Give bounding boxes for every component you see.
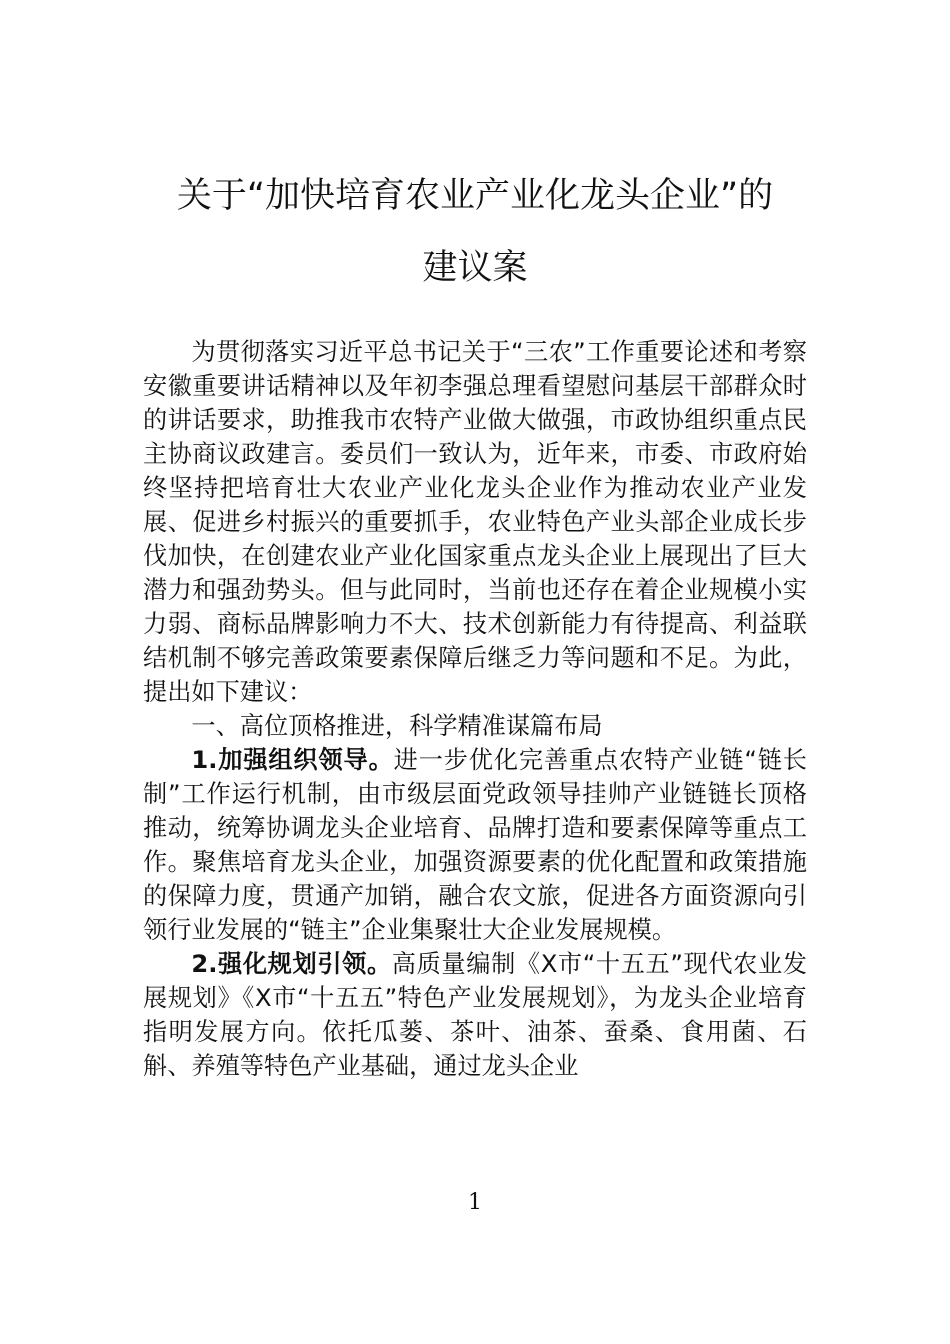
item-1-text: 进一步优化完善重点农特产业链“链长制”工作运行机制，由市级层面党政领导挂帅产业链链长顶格推动，统筹协调龙头企业培育、品牌打造和要素保障等重点工作。聚焦培育龙头企业，加强资源要素的优化配置和政策措施的保障力度，贯通产加销，融合农文旅，促进各方面资源向引领行业发展的“链主”企业集聚壮大企业发展规模。 (143, 746, 807, 944)
section-1-heading: 一、高位顶格推进，科学精准谋篇布局 (191, 712, 603, 740)
intro-paragraph: 为贯彻落实习近平总书记关于“三农”工作重要论述和考察安徽重要讲话精神以及年初李强总理看望慰问基层干部群众时的讲话要求，助推我市农特产业做大做强，市政协组织重点民主协商议政建言。委员们一致认为，近年来，市委、市政府始终坚持把培育壮大农业产业化龙头企业作为推动农业产业发展、促进乡村振兴的重要抓手，农业特色产业头部企业成长步伐加快，在创建农业产业化国家重点龙头企业上展现出了巨大潜力和强劲势头。但与此同时，当前也还存在着企业规模小实力弱、商标品牌影响力不大、技术创新能力有待提高、利益联结机制不够完善政策要素保障后继乏力等问题和不足。为此，提出如下建议： (143, 338, 807, 706)
item-1-paragraph (143, 743, 807, 947)
item-2-lead: 2.强化规划引领。 (191, 950, 392, 978)
document-title-line-1: 关于“加快培育农业产业化龙头企业”的 (176, 176, 774, 216)
document-body (143, 335, 807, 1083)
document-title-line-2: 建议案 (422, 248, 528, 288)
item-1-lead: 1.加强组织领导。 (191, 746, 394, 774)
item-2-text: 高质量编制《X市“十五五”现代农业发展规划》《X市“十五五”特色产业发展规划》，为龙头企业培育指明发展方向。依托瓜蒌、茶叶、油茶、蚕桑、食用菌、石斛、养殖等特色产业基础，通过龙头企业 (143, 950, 807, 1080)
item-2-paragraph (143, 947, 807, 1083)
page-number: 1 (468, 1190, 482, 1215)
